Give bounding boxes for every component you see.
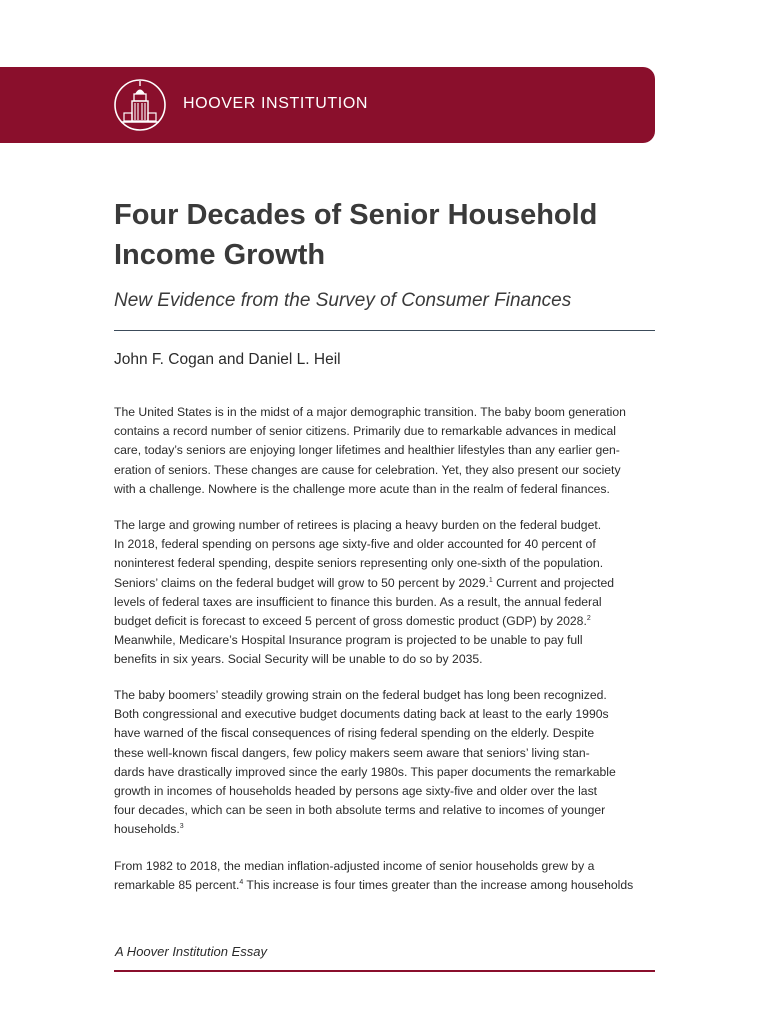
- line-text: From 1982 to 2018, the median inflation-adjusted income of senior households grew by a: [114, 859, 595, 873]
- line-text: households.: [114, 822, 180, 837]
- line-text: Current and projected: [492, 575, 615, 590]
- line-text: dards have drastically improved since the early 1980s. This paper documents the remarkable: [114, 764, 616, 779]
- line-text: eration of seniors. These changes are cause for celebration. Yet, they also present our society: [114, 462, 621, 477]
- footer-divider: [114, 970, 655, 972]
- paragraph-line: [114, 686, 662, 705]
- hoover-tower-seal-icon: [113, 77, 167, 133]
- paragraph-line: [114, 574, 662, 593]
- article-title: [114, 195, 674, 275]
- paragraph-line: [114, 782, 662, 801]
- paragraph-line: [114, 441, 662, 460]
- footnote-marker[interactable]: 4: [239, 879, 244, 887]
- line-text: The baby boomers’ steadily growing strain on the federal budget has long been recognized.: [114, 688, 607, 702]
- paragraph-line: [114, 876, 662, 895]
- paragraph-line: [114, 461, 662, 480]
- paragraph-line: [114, 744, 662, 763]
- paragraph-line: [114, 480, 662, 499]
- line-text: Both congressional and executive budget documents dating back at least to the early 1990s: [114, 707, 609, 722]
- footnote-marker[interactable]: 2: [586, 614, 591, 622]
- title-line: Income Growth: [114, 239, 326, 271]
- authors: John F. Cogan and Daniel L. Heil: [114, 351, 341, 368]
- footnote-marker[interactable]: 1: [488, 576, 493, 584]
- article-subtitle: New Evidence from the Survey of Consumer Finances: [114, 290, 572, 311]
- body-paragraph: [114, 857, 662, 895]
- line-text: The large and growing number of retirees is placing a heavy burden on the federal budget.: [114, 518, 602, 532]
- paragraph-line: [114, 820, 662, 839]
- paragraph-line: [114, 801, 662, 820]
- line-text: This increase is four times greater than the increase among households: [243, 878, 634, 893]
- line-text: noninterest federal spending, despite seniors representing only one-sixth of the population.: [114, 556, 604, 571]
- footnote-marker[interactable]: 3: [179, 823, 184, 831]
- paragraph-line: [114, 554, 662, 573]
- line-text: In 2018, federal spending on persons age sixty-five and older accounted for 40 percent of: [114, 537, 596, 552]
- paragraph-line: [114, 857, 662, 876]
- paragraph-line: [114, 516, 662, 535]
- line-text: budget deficit is forecast to exceed 5 percent of gross domestic product (GDP) by 2028.: [114, 614, 587, 629]
- institution-name: HOOVER INSTITUTION: [183, 95, 369, 112]
- line-text: these well-known fiscal dangers, few policy makers seem aware that seniors’ living stan-: [114, 745, 590, 760]
- line-text: Meanwhile, Medicare’s Hospital Insurance program is projected to be unable to pay full: [114, 633, 583, 648]
- paragraph-line: [114, 593, 662, 612]
- line-text: contains a record number of senior citizens. Primarily due to remarkable advances in medical: [114, 424, 616, 439]
- line-text: growth in incomes of households headed by persons age sixty-five and older over the last: [114, 784, 598, 799]
- paragraph-line: [114, 763, 662, 782]
- line-text: with a challenge. Nowhere is the challenge more acute than in the realm of federal finances.: [114, 481, 610, 496]
- line-text: benefits in six years. Social Security will be unable to do so by 2035.: [114, 652, 483, 667]
- line-text: levels of federal taxes are insufficient to finance this burden. As a result, the annual federal: [114, 594, 602, 609]
- paragraph-line: [114, 403, 662, 422]
- line-text: four decades, which can be seen in both absolute terms and relative to incomes of younger: [114, 803, 606, 818]
- paragraph-line: [114, 650, 662, 669]
- title-line: Four Decades of Senior Household: [114, 199, 598, 231]
- line-text: Seniors’ claims on the federal budget will grow to 50 percent by 2029.: [114, 575, 489, 590]
- body-paragraph: [114, 686, 662, 840]
- body-paragraph: [114, 516, 662, 670]
- line-text: care, today’s seniors are enjoying longer lifetimes and healthier lifestyles than any earlier gen-: [114, 443, 620, 458]
- body-paragraph: [114, 403, 662, 499]
- paragraph-line: [114, 705, 662, 724]
- title-divider: [114, 330, 655, 331]
- paragraph-line: [114, 724, 662, 743]
- paragraph-line: [114, 612, 662, 631]
- line-text: have warned of the fiscal consequences of rising federal spending on the elderly. Despite: [114, 726, 595, 741]
- footer-label: A Hoover Institution Essay: [115, 944, 267, 959]
- paragraph-line: [114, 422, 662, 441]
- paragraph-line: [114, 631, 662, 650]
- paragraph-line: [114, 535, 662, 554]
- line-text: remarkable 85 percent.: [114, 878, 240, 893]
- line-text: The United States is in the midst of a major demographic transition. The baby boom generation: [114, 405, 626, 419]
- header-banner: [0, 67, 655, 143]
